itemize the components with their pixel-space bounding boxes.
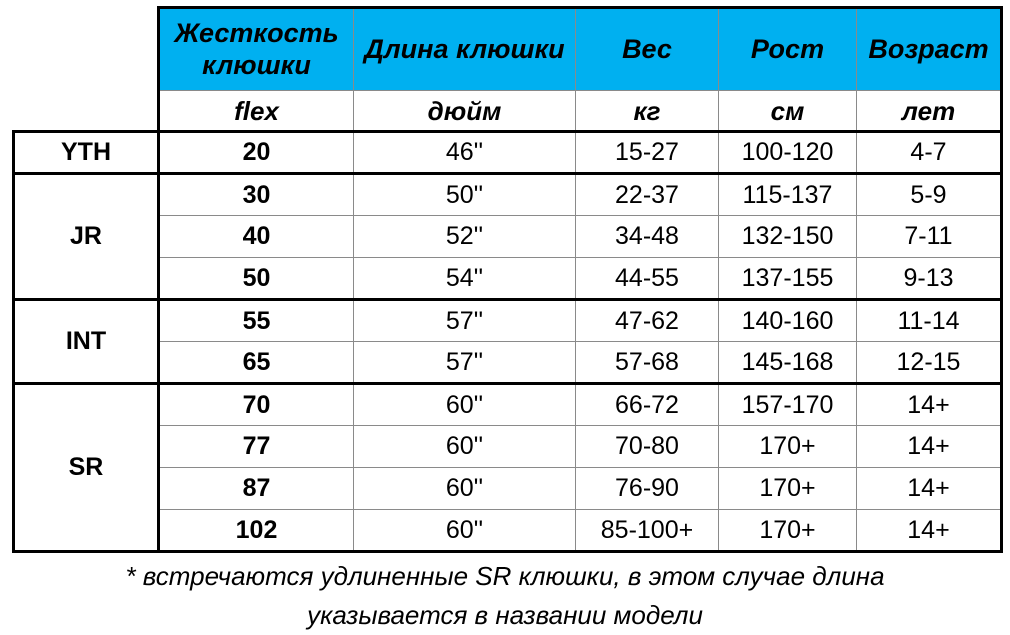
age-cell: 14+ xyxy=(857,384,1002,426)
length-cell: 60'' xyxy=(354,426,576,468)
category-jr: JR xyxy=(14,174,159,300)
flex-cell: 102 xyxy=(159,510,354,552)
table-body xyxy=(14,8,1002,552)
weight-cell: 22-37 xyxy=(576,174,719,216)
table-row xyxy=(14,342,1002,384)
height-cell: 170+ xyxy=(719,426,857,468)
age-cell: 14+ xyxy=(857,510,1002,552)
weight-cell: 44-55 xyxy=(576,258,719,300)
height-cell: 100-120 xyxy=(719,132,857,174)
age-header: Возраст xyxy=(857,8,1002,91)
table-row xyxy=(14,174,1002,216)
weight-cell: 15-27 xyxy=(576,132,719,174)
age-unit: лет xyxy=(857,91,1002,132)
length-cell: 54'' xyxy=(354,258,576,300)
category-sr: SR xyxy=(14,384,159,552)
flex-cell: 77 xyxy=(159,426,354,468)
height-header: Рост xyxy=(719,8,857,91)
height-cell: 170+ xyxy=(719,468,857,510)
length-cell: 60'' xyxy=(354,384,576,426)
footnote xyxy=(0,557,1010,635)
height-cell: 170+ xyxy=(719,510,857,552)
units-row xyxy=(14,91,1002,132)
stick-size-table xyxy=(12,6,1003,553)
length-unit: дюйм xyxy=(354,91,576,132)
footnote-line-1: * встречаются удлиненные SR клюшки, в этом случае длина xyxy=(125,561,885,591)
age-cell: 14+ xyxy=(857,468,1002,510)
height-cell: 115-137 xyxy=(719,174,857,216)
height-cell: 137-155 xyxy=(719,258,857,300)
length-cell: 60'' xyxy=(354,468,576,510)
table-row xyxy=(14,216,1002,258)
corner-cell-units xyxy=(14,91,159,132)
age-cell: 9-13 xyxy=(857,258,1002,300)
length-cell: 57'' xyxy=(354,300,576,342)
table-row xyxy=(14,384,1002,426)
flex-cell: 50 xyxy=(159,258,354,300)
length-cell: 50'' xyxy=(354,174,576,216)
age-cell: 4-7 xyxy=(857,132,1002,174)
weight-cell: 47-62 xyxy=(576,300,719,342)
table-row xyxy=(14,258,1002,300)
flex-cell: 55 xyxy=(159,300,354,342)
age-cell: 7-11 xyxy=(857,216,1002,258)
height-cell: 145-168 xyxy=(719,342,857,384)
flex-cell: 30 xyxy=(159,174,354,216)
flex-header: Жесткость клюшки xyxy=(159,8,354,91)
height-unit: см xyxy=(719,91,857,132)
table-row xyxy=(14,510,1002,552)
table-row xyxy=(14,300,1002,342)
length-cell: 57'' xyxy=(354,342,576,384)
table-row xyxy=(14,132,1002,174)
category-yth: YTH xyxy=(14,132,159,174)
age-cell: 14+ xyxy=(857,426,1002,468)
flex-cell: 20 xyxy=(159,132,354,174)
weight-cell: 66-72 xyxy=(576,384,719,426)
flex-cell: 65 xyxy=(159,342,354,384)
flex-cell: 87 xyxy=(159,468,354,510)
table-row xyxy=(14,468,1002,510)
weight-header: Вес xyxy=(576,8,719,91)
age-cell: 11-14 xyxy=(857,300,1002,342)
height-cell: 140-160 xyxy=(719,300,857,342)
header-row xyxy=(14,8,1002,91)
flex-cell: 40 xyxy=(159,216,354,258)
flex-cell: 70 xyxy=(159,384,354,426)
length-header: Длина клюшки xyxy=(354,8,576,91)
length-cell: 46'' xyxy=(354,132,576,174)
category-int: INT xyxy=(14,300,159,384)
footnote-line-2: указывается в названии модели xyxy=(307,600,703,630)
length-cell: 52'' xyxy=(354,216,576,258)
corner-cell xyxy=(14,8,159,91)
height-cell: 157-170 xyxy=(719,384,857,426)
age-cell: 5-9 xyxy=(857,174,1002,216)
height-cell: 132-150 xyxy=(719,216,857,258)
weight-cell: 34-48 xyxy=(576,216,719,258)
weight-cell: 57-68 xyxy=(576,342,719,384)
weight-cell: 76-90 xyxy=(576,468,719,510)
table-row xyxy=(14,426,1002,468)
length-cell: 60'' xyxy=(354,510,576,552)
weight-cell: 85-100+ xyxy=(576,510,719,552)
weight-cell: 70-80 xyxy=(576,426,719,468)
flex-unit: flex xyxy=(159,91,354,132)
weight-unit: кг xyxy=(576,91,719,132)
age-cell: 12-15 xyxy=(857,342,1002,384)
